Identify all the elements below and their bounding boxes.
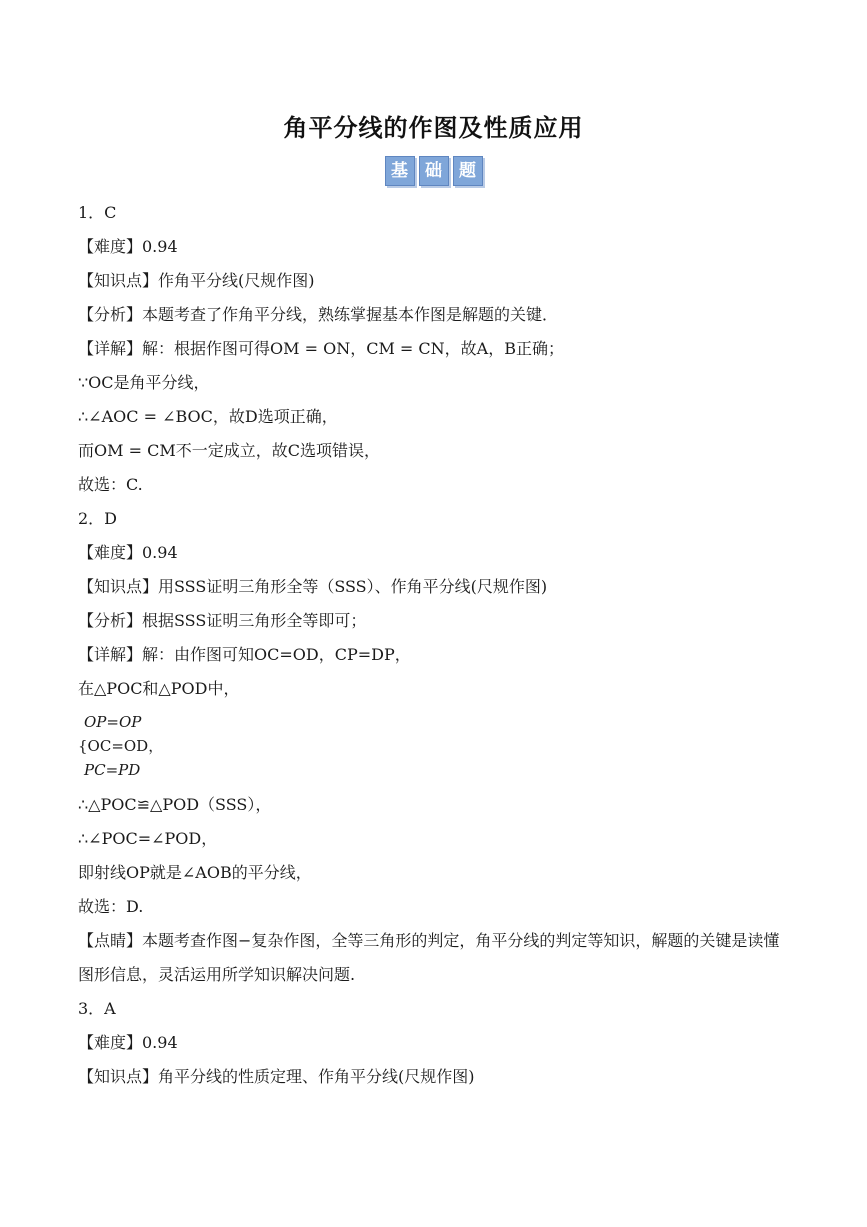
q1-answer: 1．C	[78, 203, 117, 222]
badge-ti: 题	[453, 156, 483, 186]
q1-step2: ∴∠AOC = ∠BOC，故D选项正确，	[78, 407, 338, 426]
q1-detail: 【详解】解：根据作图可得OM = ON，CM = CN，故A，B正确；	[78, 339, 564, 358]
system-row-1: OP=OP	[84, 713, 142, 731]
q3-answer: 3．A	[78, 999, 116, 1018]
system-row-2: {OC=OD，	[78, 737, 164, 755]
q2-step1: 在△POC和△POD中，	[78, 679, 240, 698]
q1-step3: 而OM = CM不一定成立，故C选项错误，	[78, 441, 380, 460]
badge-chu: 础	[419, 156, 449, 186]
badge-ji: 基	[385, 156, 415, 186]
q3-difficulty: 【难度】0.94	[78, 1033, 178, 1052]
q2-difficulty: 【难度】0.94	[78, 543, 178, 562]
q2-detail: 【详解】解：由作图可知OC=OD，CP=DP，	[78, 645, 411, 664]
answer-content	[78, 196, 793, 1094]
q1-knowledge: 【知识点】作角平分线(尺规作图)	[78, 271, 315, 290]
q2-step3: ∴∠POC=∠POD，	[78, 829, 218, 848]
q2-step2: ∴△POC≌△POD（SSS），	[78, 795, 272, 814]
q2-answer: 2．D	[78, 509, 118, 528]
q1-difficulty: 【难度】0.94	[78, 237, 178, 256]
system-row-3: PC=PD	[84, 761, 141, 779]
q2-analysis: 【分析】根据SSS证明三角形全等即可；	[78, 611, 367, 630]
q3-knowledge: 【知识点】角平分线的性质定理、作角平分线(尺规作图)	[78, 1067, 475, 1086]
q1-step1: ∵OC是角平分线，	[78, 373, 210, 392]
q2-comment: 【点睛】本题考查作图−复杂作图，全等三角形的判定，角平分线的判定等知识，解题的关键是读懂图形信息，灵活运用所学知识解决问题.	[78, 931, 780, 984]
q2-choice: 故选：D.	[78, 897, 144, 916]
equation-system	[78, 710, 793, 782]
q1-choice: 故选：C.	[78, 475, 143, 494]
q2-step4: 即射线OP就是∠AOB的平分线，	[78, 863, 312, 882]
page-title: 角平分线的作图及性质应用	[283, 114, 584, 142]
section-badges	[0, 156, 867, 186]
q1-analysis: 【分析】本题考查了作角平分线，熟练掌握基本作图是解题的关键．	[78, 305, 559, 324]
q2-knowledge: 【知识点】用SSS证明三角形全等（SSS）、作角平分线(尺规作图)	[78, 577, 548, 596]
